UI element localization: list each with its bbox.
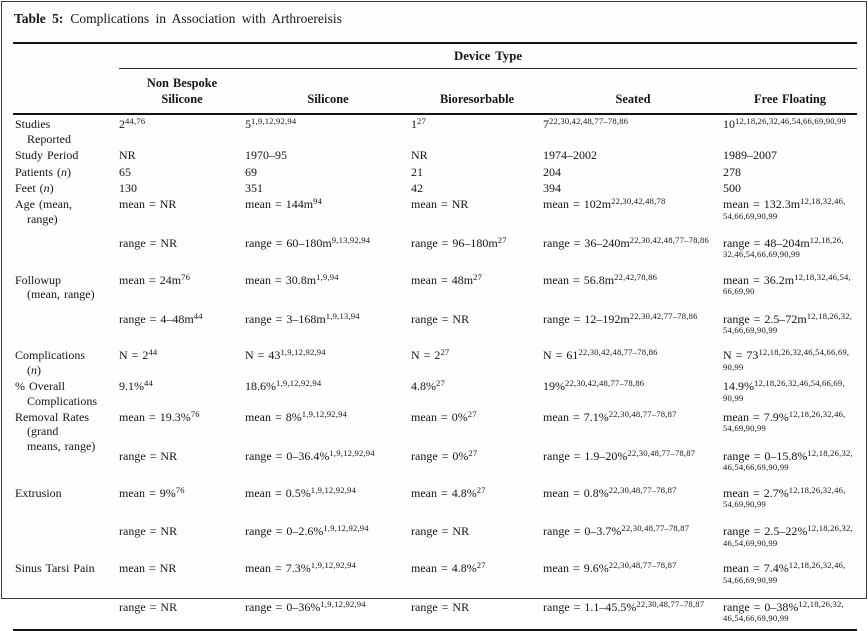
- data-cell: mean = $132.3m^{12,​18,​32,​46,​54,​66,​69,​90,​99}$: [723, 196, 846, 221]
- citation-superscript: 12,​18,​26,​32,​46,​54,​66,​69,​90,​99: [723, 447, 853, 473]
- data-cell: mean = NR: [411, 197, 469, 212]
- table-row-mean: [13, 478, 857, 515]
- citation-superscript: 22,​30,​48,​77–78,​87: [608, 484, 677, 495]
- group-header: Device Type: [119, 43, 857, 69]
- data-cell: 130: [119, 180, 137, 195]
- corner-cell: [13, 43, 119, 69]
- citation-superscript: 1,​9,​12,​92,​94: [276, 378, 322, 389]
- citation-superscript: 27: [473, 271, 483, 282]
- table-row: [13, 179, 857, 195]
- table-row-range: [13, 439, 857, 478]
- data-cell: NR: [411, 148, 428, 163]
- data-cell: mean = 9.6%$^{22,​30,​48,​77-78,​87}$: [543, 560, 677, 576]
- data-cell: mean = NR: [119, 197, 177, 212]
- column-header: Silicone: [245, 69, 411, 115]
- data-cell: 9.1%$^{44}$: [119, 378, 153, 394]
- data-cell: range = $60-180m^{9,​13,​92,​94}$: [245, 235, 371, 251]
- citation-superscript: 27: [417, 116, 426, 127]
- citation-superscript: 12,​18,​26,​32,​46,​54,​69,​90,​99: [723, 523, 853, 548]
- data-cell: mean = $24m^{76}$: [119, 271, 191, 287]
- data-cell: 65: [119, 164, 131, 179]
- data-cell: mean = 0.8%$^{22,​30,​48,​77-78,​87}$: [543, 484, 677, 500]
- citation-superscript: 22,​30,​48,​77–78,​87: [627, 447, 696, 458]
- citation-superscript: 22,​30,​48,​77–78,​87: [608, 408, 677, 419]
- data-cell: range = 0–2.6%$^{1,​9,​12,​92,​94}$: [245, 523, 369, 539]
- data-cell: mean = 0%$^{27}$: [411, 408, 477, 424]
- table-caption: [14, 11, 854, 27]
- data-cell: mean = $36.2m^{12,​18,​32,​46,​54,​66,​69,​90}$: [723, 271, 851, 297]
- citation-superscript: 1,​9,​12,​92,​94: [320, 598, 366, 609]
- column-header: Seated: [543, 69, 723, 115]
- data-cell: range = NR: [411, 311, 470, 326]
- citation-superscript: 27: [436, 378, 445, 389]
- citation-superscript: 12,​18,​26,​32,​46,​54,​66,​69,​90,​99: [723, 560, 846, 585]
- table-row-range: [13, 302, 857, 341]
- row-label: Sinus Tarsi Pain: [15, 561, 95, 576]
- row-label: Followup (mean, range): [15, 272, 95, 302]
- citation-superscript: 1,​9,​12,​92,​94: [301, 408, 348, 419]
- row-label: Removal Rates (grand means, range): [15, 409, 96, 453]
- data-cell: range = NR: [119, 599, 178, 614]
- citation-superscript: 44: [144, 378, 153, 389]
- data-cell: mean = 8%$^{1,​9,​12,​92,​94}$: [245, 408, 348, 424]
- data-cell: range = 1.1–45.5%$^{22,​30,​48,​77-78,​87}$: [543, 598, 705, 614]
- data-cell: range = NR: [119, 448, 178, 463]
- data-cell: 14.9%$^{12,​18,​26,​32,​46,​54,​66,​69,​90,​99}$: [723, 378, 845, 403]
- data-cell: $1^{27}$: [411, 116, 426, 132]
- citation-superscript: 1,​9,​12,​92,​94: [310, 484, 357, 495]
- data-cell: range = 0–38%$^{12,​18,​26,​32,​46,​54,​66,​69,​90,​99}$: [723, 598, 844, 624]
- data-cell: range = NR: [411, 599, 470, 614]
- citation-superscript: 27: [440, 347, 450, 358]
- citation-superscript: 94: [313, 196, 323, 207]
- data-cell: range = $36-240m^{22,​30,​42,​48,​77-78,​86}$: [543, 235, 709, 251]
- citation-superscript: 22,​30,​48,​77–78,​87: [608, 560, 677, 571]
- citation-superscript: 1,​9,​12,​92,​94: [329, 447, 375, 458]
- data-cell: mean = $144m^{94}$: [245, 196, 323, 212]
- column-header: Non Bespoke Silicone: [119, 69, 245, 115]
- citation-superscript: 27: [467, 408, 477, 419]
- citation-superscript: 27: [497, 235, 507, 246]
- citation-superscript: 12,​18,​26,​32,​46,​54,​66,​69,​90,​99: [723, 347, 850, 372]
- data-cell: NR: [119, 148, 136, 163]
- table-row-mean: [13, 195, 857, 226]
- citation-superscript: 27: [468, 447, 478, 458]
- row-label: % Overall Complications: [15, 379, 97, 408]
- citation-superscript: 12,​18,​26,​32,​46,​54,​66,​69,​90,​99: [723, 378, 845, 403]
- row-label: Study Period: [15, 148, 79, 163]
- data-cell: mean = 4.8%$^{27}$: [411, 484, 486, 500]
- data-cell: $N = 73^{12,​18,​26,​32,​46,​54,​66,​69,​90,​99}$: [723, 347, 850, 372]
- data-cell: range = $3-168m^{1,​9,​13,​94}$: [245, 310, 360, 326]
- complications-table: [13, 42, 857, 631]
- data-cell: range = 0–36.4%$^{1,​9,​12,​92,​94}$: [245, 447, 375, 463]
- data-cell: range = 0–3.7%$^{22,​30,​48,​77-78,​87}$: [543, 523, 690, 539]
- citation-superscript: 12,​18,​26,​32,​46,​54,​66,​69,​90,​99: [723, 235, 844, 260]
- data-cell: 18.6%$^{1,​9,​12,​92,​94}$: [245, 378, 322, 394]
- table-row-range: [13, 590, 857, 630]
- data-cell: 4.8%$^{27}$: [411, 378, 445, 394]
- table-row: [13, 163, 857, 179]
- data-cell: range = $48-204m^{12,​18,​26,​32,​46,​54,​66,​69,​90,​99}$: [723, 235, 844, 260]
- data-cell: $10^{12,​18,​26,​32,​46,​54,​66,​69,​90,​99}$: [723, 116, 847, 132]
- data-cell: mean = 9%$^{76}$: [119, 484, 185, 500]
- data-cell: $2^{44,​76}$: [119, 116, 146, 132]
- data-cell: mean = 19.3%$^{76}$: [119, 408, 200, 424]
- data-cell: $5^{1,​9,​12,​92,​94}$: [245, 116, 297, 132]
- document-page: [1, 1, 867, 624]
- data-cell: mean = 4.8%$^{27}$: [411, 560, 486, 576]
- data-cell: mean = $30.8m^{1,​9,​94}$: [245, 271, 339, 287]
- data-cell: 278: [723, 164, 741, 179]
- data-cell: 1989–2007: [723, 148, 777, 163]
- table-header: [13, 43, 857, 114]
- citation-superscript: 12,​18,​26,​32,​46,​54,​66,​69,​90,​99: [723, 598, 844, 624]
- table-row: [13, 340, 857, 377]
- table-row: [13, 146, 857, 162]
- data-cell: 394: [543, 180, 561, 195]
- data-cell: range = 0–15.8%$^{12,​18,​26,​32,​46,​54,​66,​69,​90,​99}$: [723, 447, 853, 473]
- data-cell: range = NR: [411, 524, 470, 539]
- data-cell: $N = 2^{44}$: [119, 347, 158, 363]
- row-label: Age (mean, range): [15, 197, 72, 226]
- citation-superscript: 12,​18,​26,​32,​46,​54,​69,​90,​99: [723, 484, 846, 509]
- data-cell: range = NR: [119, 236, 178, 251]
- citation-superscript: 22,​30,​42,​48,​77–78,​86: [578, 347, 658, 358]
- data-cell: range = $2.5-72m^{12,​18,​26,​32,​54,​66,​69,​90,​99}$: [723, 310, 853, 336]
- data-cell: 69: [245, 164, 257, 179]
- citation-superscript: 76: [175, 484, 185, 495]
- table-title-text: Complications in Association with Arthroereisis: [70, 11, 342, 26]
- column-header: Free Floating: [723, 69, 857, 115]
- citation-superscript: 12,​18,​32,​46,​54,​66,​69,​90,​99: [723, 196, 846, 221]
- table-number: Table 5:: [14, 11, 64, 26]
- column-header-row: [13, 69, 857, 115]
- citation-superscript: 1,​9,​12,​92,​94: [280, 347, 326, 358]
- citation-superscript: 22,​30,​42,​48,​77–78,​86: [549, 116, 629, 127]
- table-row: [13, 114, 857, 146]
- citation-superscript: 22,​30,​48,​77–78,​87: [621, 523, 690, 534]
- data-cell: range = $12-192m^{22,​30,​42,​77-78,​86}$: [543, 310, 698, 326]
- data-cell: mean = 2.7%$^{12,​18,​26,​32,​46,​54,​69,​90,​99}$: [723, 484, 846, 509]
- citation-superscript: 1,​9,​12,​92,​94: [251, 116, 297, 127]
- column-header: Bioresorbable: [411, 69, 543, 115]
- citation-superscript: 27: [476, 560, 486, 571]
- citation-superscript: 22,​42,​78,​86: [614, 271, 658, 282]
- data-cell: 21: [411, 164, 423, 179]
- citation-superscript: 22,​30,​48,​77–78,​87: [636, 598, 705, 609]
- group-header-row: [13, 43, 857, 69]
- row-label: Extrusion: [15, 485, 62, 500]
- row-label: Feet (n): [15, 180, 54, 195]
- citation-superscript: 22,​30,​42,​48,​77–78,​86: [629, 235, 709, 246]
- data-cell: range = 0%$^{27}$: [411, 447, 478, 463]
- data-cell: mean = 0.5%$^{1,​9,​12,​92,​94}$: [245, 484, 357, 500]
- data-cell: range = NR: [119, 524, 178, 539]
- row-label: Complications (n): [15, 348, 85, 377]
- citation-superscript: 1,​9,​12,​92,​94: [323, 523, 369, 534]
- citation-superscript: 22,​30,​42,​77–78,​86: [629, 310, 698, 321]
- data-cell: 19%$^{22,​30,​42,​48,​77-78,​86}$: [543, 378, 645, 394]
- citation-superscript: 12,​18,​26,​32,​54,​66,​69,​90,​99: [723, 310, 853, 336]
- data-cell: mean = $56.8m^{22,​42,​78,​86}$: [543, 271, 658, 287]
- table-row: [13, 377, 857, 408]
- data-cell: range = 2.5–22%$^{12,​18,​26,​32,​46,​54,​69,​90,​99}$: [723, 523, 853, 548]
- citation-superscript: 44,​76: [125, 116, 146, 127]
- data-cell: 42: [411, 180, 423, 195]
- data-cell: range = $96-180m^{27}$: [411, 235, 507, 251]
- data-cell: mean = 7.3%$^{1,​9,​12,​92,​94}$: [245, 560, 357, 576]
- citation-superscript: 1,​9,​94: [316, 271, 339, 282]
- table-row-range: [13, 514, 857, 553]
- data-cell: mean = $102m^{22,​30,​42,​48,​78}$: [543, 196, 666, 212]
- data-cell: mean = $48m^{27}$: [411, 271, 483, 287]
- data-cell: 351: [245, 180, 263, 195]
- citation-superscript: 1,​9,​12,​92,​94: [310, 560, 357, 571]
- table-row-range: [13, 226, 857, 265]
- citation-superscript: 44: [148, 347, 158, 358]
- data-cell: mean = 7.9%$^{12,​18,​26,​32,​46,​54,​69,​90,​99}$: [723, 408, 846, 434]
- citation-superscript: 22,​30,​42,​48,​77–78,​86: [565, 378, 645, 389]
- table-row-mean: [13, 408, 857, 439]
- data-cell: $N = 61^{22,​30,​42,​48,​77-78,​86}$: [543, 347, 658, 363]
- citation-superscript: 27: [476, 484, 486, 495]
- data-cell: $N = 2^{27}$: [411, 347, 450, 363]
- table-row-mean: [13, 553, 857, 590]
- data-cell: 1970–95: [245, 148, 287, 163]
- citation-superscript: 12,​18,​32,​46,​54,​66,​69,​90: [723, 271, 851, 297]
- data-cell: range = $4-48m^{44}$: [119, 310, 203, 326]
- citation-superscript: 76: [181, 271, 191, 282]
- row-label: Studies Reported: [15, 117, 71, 146]
- citation-superscript: 44: [193, 310, 203, 321]
- data-cell: mean = 7.1%$^{22,​30,​48,​77-78,​87}$: [543, 408, 677, 424]
- data-cell: mean = 7.4%$^{12,​18,​26,​32,​46,​54,​66,​69,​90,​99}$: [723, 560, 846, 585]
- row-label: Patients (n): [15, 164, 71, 179]
- table-body: [13, 114, 857, 629]
- data-cell: 500: [723, 180, 741, 195]
- data-cell: range = 0–36%$^{1,​9,​12,​92,​94}$: [245, 598, 366, 614]
- data-cell: range = 1.9–20%$^{22,​30,​48,​77-78,​87}$: [543, 447, 696, 463]
- table-row-mean: [13, 265, 857, 302]
- citation-superscript: 9,​13,​92,​94: [331, 235, 371, 246]
- data-cell: 204: [543, 164, 561, 179]
- data-cell: $N = 43^{1,​9,​12,​92,​94}$: [245, 347, 326, 363]
- data-cell: 1974–2002: [543, 148, 597, 163]
- citation-superscript: 1,​9,​13,​94: [325, 310, 360, 321]
- corner-cell: [13, 69, 119, 115]
- data-cell: mean = NR: [119, 561, 177, 576]
- data-cell: $7^{22,​30,​42,​48,​77-78,​86}$: [543, 116, 629, 132]
- citation-superscript: 22,​30,​42,​48,​78: [611, 196, 666, 207]
- citation-superscript: 76: [190, 408, 200, 419]
- citation-superscript: 12,​18,​26,​32,​46,​54,​66,​69,​90,​99: [735, 116, 847, 127]
- citation-superscript: 12,​18,​26,​32,​46,​54,​69,​90,​99: [723, 408, 846, 434]
